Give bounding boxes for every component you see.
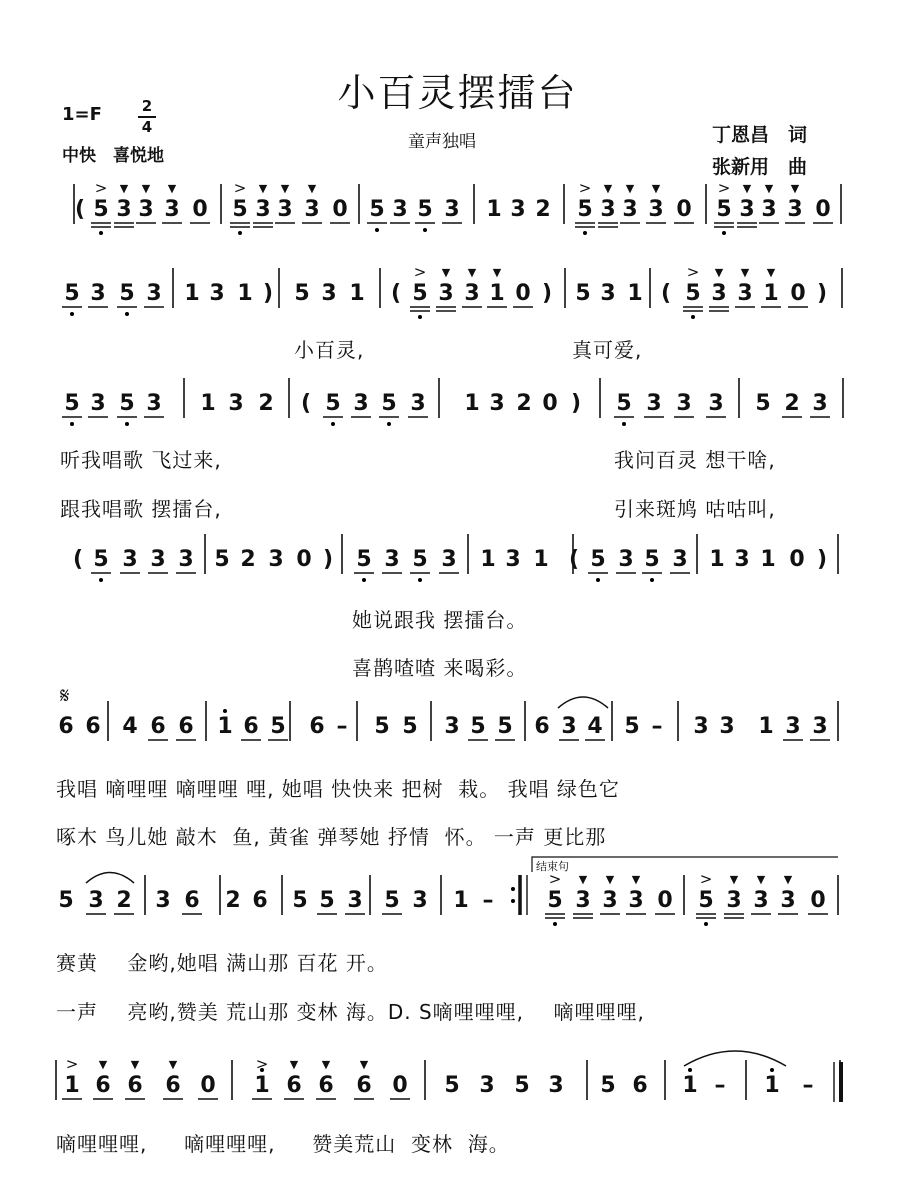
staccato-mark: ▼ (740, 266, 750, 279)
staccato-mark: ▼ (605, 873, 615, 886)
note: 2 (240, 547, 256, 572)
staccato-mark: ▼ (783, 873, 793, 886)
note: 3 (412, 888, 428, 913)
note: 3 (90, 391, 106, 416)
note: 0 (790, 281, 806, 306)
note: 3 (787, 197, 803, 222)
note: 6 (356, 1073, 372, 1098)
note: 3 (693, 714, 709, 739)
note: 6 (95, 1073, 111, 1098)
note: 3 (438, 281, 454, 306)
note: 3 (268, 547, 284, 572)
octave-dot-below (70, 312, 74, 316)
tie-arc (684, 1051, 786, 1066)
accent-mark: > (255, 1055, 269, 1073)
accent-mark: > (717, 179, 731, 197)
note: 4 (122, 714, 138, 739)
note: 3 (88, 888, 104, 913)
note: 6 (184, 888, 200, 913)
lyric-line-4b: 喜鹊喳喳 来喝彩。 (352, 656, 528, 680)
note: 1 (533, 547, 549, 572)
fermata-arc (558, 697, 608, 708)
note: 0 (815, 197, 831, 222)
note: 1 (464, 391, 480, 416)
note: 3 (719, 714, 735, 739)
octave-dot-above (688, 1068, 692, 1072)
note: 3 (726, 888, 742, 913)
note: 1 (682, 1073, 698, 1098)
note: 5 (58, 888, 74, 913)
lyricist-credit: 丁恩昌 词 (712, 124, 808, 146)
note: 2 (535, 197, 551, 222)
note: 1 (184, 281, 200, 306)
note: ( (568, 547, 580, 572)
fermata-arc (86, 873, 134, 884)
note: 0 (296, 547, 312, 572)
staccato-mark: ▼ (168, 1058, 178, 1071)
note: 1 (254, 1073, 270, 1098)
note: 3 (255, 197, 271, 222)
lyric-line-6b: 一声 亮哟,赞美 荒山那 变林 海。D. S嘀哩哩哩, 嘀哩哩哩, (56, 1000, 645, 1024)
note: 5 (412, 547, 428, 572)
time-numerator: 2 (141, 97, 153, 115)
lyric-line-5b: 啄木 鸟儿她 敲木 鱼, 黄雀 弹琴她 抒情 怀。 一声 更比那 (56, 825, 607, 849)
note: ( (74, 197, 86, 222)
note: 1 (763, 281, 779, 306)
note: 5 (616, 391, 632, 416)
note: 5 (292, 888, 308, 913)
note: 2 (258, 391, 274, 416)
octave-dot-below (691, 315, 695, 319)
ending-label: 结束句 (536, 860, 569, 873)
composer-credit: 张新用 曲 (712, 156, 808, 178)
note: ) (322, 547, 334, 572)
note: ( (300, 391, 312, 416)
note: ) (816, 547, 828, 572)
note: 1 (627, 281, 643, 306)
note: 6 (632, 1073, 648, 1098)
note: 5 (624, 714, 640, 739)
repeat-dot (511, 887, 515, 891)
accent-mark: > (548, 870, 562, 888)
segno-sign: 𝄋 (60, 684, 70, 709)
staccato-mark: ▼ (307, 182, 317, 195)
note: 3 (761, 197, 777, 222)
repeat-dot (511, 899, 515, 903)
note: 3 (155, 888, 171, 913)
note: 1 (489, 281, 505, 306)
note: 5 (402, 714, 418, 739)
note: 6 (318, 1073, 334, 1098)
note: 3 (708, 391, 724, 416)
note: 5 (319, 888, 335, 913)
staccato-mark: ▼ (766, 266, 776, 279)
staccato-mark: ▼ (631, 873, 641, 886)
lyric-line-7: 嘀哩哩哩, 嘀哩哩哩, 赞美荒山 变林 海。 (56, 1132, 510, 1156)
staccato-mark: ▼ (764, 182, 774, 195)
octave-dot-below (418, 315, 422, 319)
note: 3 (464, 281, 480, 306)
note: 3 (277, 197, 293, 222)
note: 3 (353, 391, 369, 416)
note: 5 (644, 547, 660, 572)
note: 5 (384, 888, 400, 913)
note: 3 (575, 888, 591, 913)
note: ( (72, 547, 84, 572)
note: 6 (150, 714, 166, 739)
lyric-line-2-part-1: 小百灵, (294, 338, 365, 362)
note: 5 (93, 547, 109, 572)
note: 3 (444, 714, 460, 739)
note: 3 (164, 197, 180, 222)
note: 5 (547, 888, 563, 913)
note: – (802, 1073, 814, 1098)
tempo-marking: 中快 喜悦地 (62, 146, 164, 166)
note: 3 (146, 391, 162, 416)
key-signature: 1=F (62, 104, 102, 125)
note: – (482, 888, 494, 913)
note: 5 (119, 281, 135, 306)
note: 3 (600, 197, 616, 222)
note: 3 (304, 197, 320, 222)
note: 2 (516, 391, 532, 416)
note: 3 (150, 547, 166, 572)
note: 3 (561, 714, 577, 739)
staccato-mark: ▼ (289, 1058, 299, 1071)
note: 0 (332, 197, 348, 222)
performer-label: 童声独唱 (408, 132, 476, 152)
note: 3 (622, 197, 638, 222)
note: 5 (716, 197, 732, 222)
octave-dot-below (418, 578, 422, 582)
note: 3 (734, 547, 750, 572)
note: 3 (602, 888, 618, 913)
note: 1 (760, 547, 776, 572)
note: 3 (753, 888, 769, 913)
note: 5 (369, 197, 385, 222)
note: 5 (381, 391, 397, 416)
accent-mark: > (699, 870, 713, 888)
note: 5 (575, 281, 591, 306)
staccato-mark: ▼ (359, 1058, 369, 1071)
note: 1 (486, 197, 502, 222)
note: 5 (294, 281, 310, 306)
note: 0 (192, 197, 208, 222)
note: 1 (217, 714, 233, 739)
time-denominator: 4 (141, 118, 153, 136)
octave-dot-below (99, 231, 103, 235)
staccato-mark: ▼ (98, 1058, 108, 1071)
note: ( (660, 281, 672, 306)
note: 3 (441, 547, 457, 572)
lyric-line-5a: 我唱 嘀哩哩 嘀哩哩 哩, 她唱 快快来 把树 栽。 我唱 绿色它 (56, 777, 620, 801)
octave-dot-below (362, 578, 366, 582)
staccato-mark: ▼ (441, 266, 451, 279)
note: 3 (648, 197, 664, 222)
lyric-line-3a-part-1: 听我唱歌 飞过来, (60, 448, 222, 472)
staccato-mark: ▼ (714, 266, 724, 279)
octave-dot-below (722, 231, 726, 235)
note: 1 (480, 547, 496, 572)
accent-mark: > (578, 179, 592, 197)
note: ( (390, 281, 402, 306)
note: 5 (577, 197, 593, 222)
note: ) (541, 281, 553, 306)
note: 1 (64, 1073, 80, 1098)
note: 3 (672, 547, 688, 572)
octave-dot-below (650, 578, 654, 582)
note: 3 (116, 197, 132, 222)
note: 3 (780, 888, 796, 913)
octave-dot-below (99, 578, 103, 582)
note: 2 (225, 888, 241, 913)
note: 0 (657, 888, 673, 913)
note: 0 (200, 1073, 216, 1098)
note: 1 (200, 391, 216, 416)
note: 3 (347, 888, 363, 913)
note: 3 (646, 391, 662, 416)
note: 5 (119, 391, 135, 416)
note: 5 (514, 1073, 530, 1098)
octave-dot-below (331, 422, 335, 426)
note: 4 (587, 714, 603, 739)
note: 1 (453, 888, 469, 913)
note: 6 (286, 1073, 302, 1098)
note: 5 (93, 197, 109, 222)
staccato-mark: ▼ (130, 1058, 140, 1071)
lyric-line-3b-part-2: 引来斑鸠 咕咕叫, (614, 497, 776, 521)
note: 3 (510, 197, 526, 222)
octave-dot-below (238, 231, 242, 235)
song-title: 小百灵摆擂台 (337, 71, 578, 115)
note: 6 (252, 888, 268, 913)
note: 3 (146, 281, 162, 306)
staccato-mark: ▼ (625, 182, 635, 195)
note: 1 (349, 281, 365, 306)
note: 6 (165, 1073, 181, 1098)
octave-dot-below (423, 228, 427, 232)
staccato-mark: ▼ (742, 182, 752, 195)
staccato-mark: ▼ (167, 182, 177, 195)
note: 3 (676, 391, 692, 416)
note: ) (816, 281, 828, 306)
note: 3 (737, 281, 753, 306)
note: ) (570, 391, 582, 416)
accent-mark: > (65, 1055, 79, 1073)
staccato-mark: ▼ (280, 182, 290, 195)
note: 5 (755, 391, 771, 416)
octave-dot-below (553, 922, 557, 926)
octave-dot-below (596, 578, 600, 582)
staccato-mark: ▼ (729, 873, 739, 886)
note: 3 (479, 1073, 495, 1098)
note: 1 (237, 281, 253, 306)
note: 3 (548, 1073, 564, 1098)
note: 0 (515, 281, 531, 306)
note: 2 (784, 391, 800, 416)
note: 5 (270, 714, 286, 739)
note: 6 (85, 714, 101, 739)
note: 3 (321, 281, 337, 306)
octave-dot-below (125, 312, 129, 316)
note: 3 (392, 197, 408, 222)
note: 1 (764, 1073, 780, 1098)
accent-mark: > (413, 263, 427, 281)
note: 0 (542, 391, 558, 416)
note: 6 (58, 714, 74, 739)
note: 5 (417, 197, 433, 222)
octave-dot-above (770, 1068, 774, 1072)
accent-mark: > (233, 179, 247, 197)
note: 2 (116, 888, 132, 913)
note: 3 (410, 391, 426, 416)
note: 6 (534, 714, 550, 739)
note: 3 (739, 197, 755, 222)
note: 5 (444, 1073, 460, 1098)
staccato-mark: ▼ (756, 873, 766, 886)
note: 3 (812, 391, 828, 416)
lyric-line-3a-part-2: 我问百灵 想干啥, (614, 448, 776, 472)
octave-dot-below (125, 422, 129, 426)
note: 3 (600, 281, 616, 306)
staccato-mark: ▼ (467, 266, 477, 279)
note: 6 (309, 714, 325, 739)
note: 5 (412, 281, 428, 306)
staccato-mark: ▼ (651, 182, 661, 195)
note: 3 (122, 547, 138, 572)
note: 3 (785, 714, 801, 739)
staccato-mark: ▼ (492, 266, 502, 279)
note: 0 (676, 197, 692, 222)
ending-bracket (532, 857, 838, 872)
note: 3 (711, 281, 727, 306)
staccato-mark: ▼ (603, 182, 613, 195)
lyric-line-6a: 赛黄 金哟,她唱 满山那 百花 开。 (56, 951, 388, 975)
note: 3 (90, 281, 106, 306)
note: 5 (497, 714, 513, 739)
accent-mark: > (94, 179, 108, 197)
staccato-mark: ▼ (119, 182, 129, 195)
note: 0 (392, 1073, 408, 1098)
note: 5 (325, 391, 341, 416)
note: 3 (628, 888, 644, 913)
octave-dot-below (583, 231, 587, 235)
note: 5 (685, 281, 701, 306)
note: 5 (64, 391, 80, 416)
lyric-line-4a: 她说跟我 摆擂台。 (352, 608, 528, 632)
staccato-mark: ▼ (258, 182, 268, 195)
octave-dot-above (223, 709, 227, 713)
accent-mark: > (686, 263, 700, 281)
note: 5 (470, 714, 486, 739)
note: 3 (505, 547, 521, 572)
note: 5 (356, 547, 372, 572)
note: 3 (228, 391, 244, 416)
note: 1 (709, 547, 725, 572)
staccato-mark: ▼ (321, 1058, 331, 1071)
note: 3 (618, 547, 634, 572)
note: 3 (444, 197, 460, 222)
note: 5 (214, 547, 230, 572)
note: 3 (384, 547, 400, 572)
note: 3 (489, 391, 505, 416)
note: 6 (243, 714, 259, 739)
note: 5 (232, 197, 248, 222)
note: 3 (209, 281, 225, 306)
lyric-line-2-part-2: 真可爱, (572, 338, 643, 362)
note: 3 (138, 197, 154, 222)
staccato-mark: ▼ (790, 182, 800, 195)
note: 6 (127, 1073, 143, 1098)
note: 5 (698, 888, 714, 913)
note: 5 (64, 281, 80, 306)
note: 3 (812, 714, 828, 739)
octave-dot-below (387, 422, 391, 426)
octave-dot-below (622, 422, 626, 426)
note: – (651, 714, 663, 739)
staccato-mark: ▼ (578, 873, 588, 886)
note: 1 (758, 714, 774, 739)
note: – (714, 1073, 726, 1098)
staccato-mark: ▼ (141, 182, 151, 195)
note: 6 (178, 714, 194, 739)
note: – (336, 714, 348, 739)
note: 3 (178, 547, 194, 572)
note: 0 (789, 547, 805, 572)
note: 5 (590, 547, 606, 572)
lyric-line-3b-part-1: 跟我唱歌 摆擂台, (60, 497, 222, 521)
note: 0 (810, 888, 826, 913)
note: 5 (374, 714, 390, 739)
octave-dot-below (70, 422, 74, 426)
octave-dot-below (375, 228, 379, 232)
octave-dot-below (704, 922, 708, 926)
note: ) (262, 281, 274, 306)
note: 5 (600, 1073, 616, 1098)
